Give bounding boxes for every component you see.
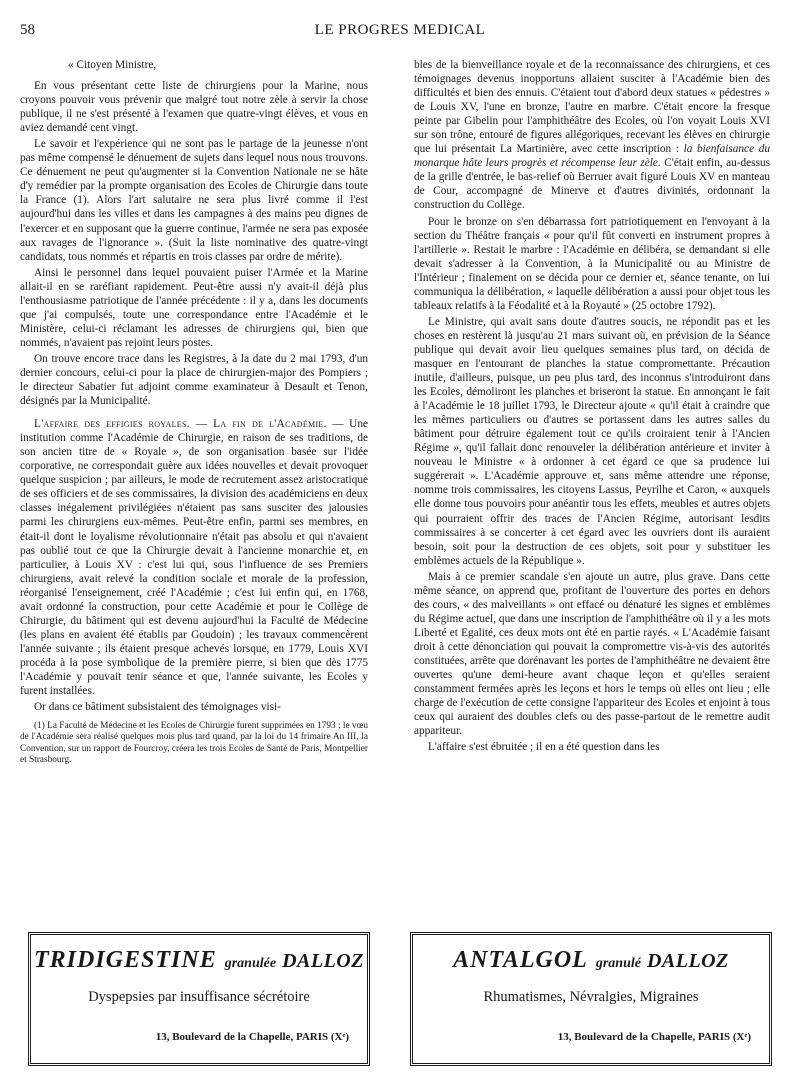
advertisement-tridigestine [28, 932, 370, 1066]
paragraph: Le Ministre, qui avait sans doute d'autres soucis, ne répondit pas et les choses en restèrent là jusqu'au 21 mars suivant où, en prévision de la Séance publique qui devait avoir lieu quelques semaines plus tard, on décida de masquer en l'entourant de planches la statue compromettante. Précaution inutile, d'ailleurs, puisque, un peu plus tard, des inconnus s'introduiront dans les Ecoles, démoliront les planches et briseront la statue. En annonçant le fait à l'Académie le 18 juillet 1793, le Directeur ajoute « qu'il était à craindre que les mêmes particuliers ou d'autres se portassent dans les autres salles du bâtiment pour détruire également tout ce qu'ils croiraient tenir à l'Ancien Régime », qu'il fallait donc renouveler la délibération antérieure et inviter à nouveau le Ministre « à ordonner à cet égard ce que sa prudence lui suggérerait ». L'Académie approuve et, sans même attendre une réponse, nomme trois commissaires, les citoyens Lassus, Peyrilhe et Caron, « auxquels elle donne tous pouvoirs pour anéantir tous les effets, meubles et autres objets qui pourraient offrir des traces de l'Ancien Régime, autorisant lesdits commissaires à se concerter à cet égard avec les ouvriers dont ils auraient besoin, soit pour la destruction de ces objets, soit pour y substituer les emblèmes actuels de la République ». [414, 315, 770, 567]
ad-address: 13, Boulevard de la Chapelle, PARIS (Xᵉ) [155, 1031, 349, 1043]
ad-maker: DALLOZ [646, 950, 729, 972]
page-header [20, 22, 780, 44]
journal-title: LE PROGRES MEDICAL [314, 22, 486, 38]
section-paragraph [20, 417, 368, 698]
paragraph: Pour le bronze on s'en débarrassa fort patriotiquement en l'envoyant à la section du Théâtre français « pour qu'il fût converti en instrument propres à l'artillerie ». Restait le marbre : l'Académie en délibéra, se demandant si elle devait s'adresser à la Convention, à la Municipalité ou au Ministre de l'Intérieur ; finalement on se décida pour ce dernier et, séance tenante, on lui communiqua la délibération, « laquelle délibération a aussi pour objet tous les tableaux relatifs à la Féodalité et à la Royauté » (25 octobre 1792). [414, 215, 770, 312]
paragraph [414, 58, 770, 213]
ad-brand: TRIDIGESTINE [34, 947, 217, 973]
ad-brand: ANTALGOL [453, 947, 588, 973]
paragraph: Le savoir et l'expérience qui ne sont pas le partage de la jeunesse n'ont pas même compensé le dénuement de sujets dans lequel nous nous trouvons. Ce dénuement ne peut qu'augmenter si la Convention Nationale ne se hâte d'y remédier par la prompte organisation des Ecoles de Chirurgie dans toute la France (1). Alors l'art salutaire ne sera plus livré comme il l'est aujourd'hui dans les villes et dans les campagnes à des mains peu dignes de l'exercer et en supposant que la guerre continue, l'armée ne sera pas exposée aux ravages de l'ignorance ». (Suit la liste nominative des quatre-vingt candidats, tous nommés et répartis en trois classes par ordre de mérite). [20, 138, 368, 263]
ad-form: granulée [224, 956, 277, 971]
left-column [20, 58, 368, 766]
paragraph-text: C'était enfin, au-dessus de la grille d'entrée, le bas-relief où Berruer avait figuré Louis XV en manteau de Cour, accompagné de Minerve et d'autres divinités, ordonnant la construction du Collège. [414, 157, 771, 212]
right-column [414, 58, 770, 754]
paragraph: Ainsi le personnel dans lequel pouvaient puiser l'Armée et la Marine allait-il en se raréfiant rapidement. Peut-être aussi n'y avait-il déjà plus l'enthousiasme patriotique de l'année précédente : il y a, dans les documents que j'ai compulsés, toute une correspondance entre l'Académie et le Ministère, celui-ci réclamant les adresses de chirurgiens qui, bien que nommés, n'avaient pas rejoint leurs postes. [20, 266, 368, 349]
inscription-quote: la bienfaisance du monarque hâte leurs progrès et récompense leur zèle. [414, 143, 770, 170]
footnote: (1) La Faculté de Médecine et les Ecoles de Chirurgie furent supprimées en 1793 ; le vœu de l'Académie sera réalisé quelques mois plus tard quand, par la loi du 14 frimaire An III, la Convention, sur un rapport de Fourcroy, créera les trois Ecoles de Santé de Paris, Montpellier et Strasbourg. [20, 721, 368, 765]
paragraph-text: bles de la bienveillance royale et de la reconnaissance des chirurgiens, et ces témoignages devenus inopportuns allaient susciter à l'Académie bien des difficultés et bien des ennuis. C'étaient tout d'abord deux statues « pédestres » de Louis XV, l'une en bronze, l'autre en marbre. C'était encore la fresque peinte par Gibelin pour l'amphithéâtre des Ecoles, où l'on voyait Louis XVI sur son trône, entouré de figures allégoriques, recevant les élèves en chirurgie que lui présentait La Martinière, avec cette inscription : [414, 59, 770, 156]
paragraph: L'affaire s'est ébruitée ; il en a été question dans les [428, 741, 660, 754]
paragraph: On trouve encore trace dans les Registres, à la date du 2 mai 1793, d'un dernier concours, celui-ci pour la place de chirurgien-major des Pompiers ; le directeur Sabatier fut adjoint comme examinateur à Desault et Tenon, désignés par la Municipalité. [20, 352, 368, 408]
ad-title [413, 947, 769, 974]
ad-title [31, 947, 367, 974]
advertisement-antalgol [410, 932, 772, 1066]
page-number: 58 [20, 22, 35, 38]
section-text: — Une institution comme l'Académie de Chirurgie, en raison de ses traditions, de son ancien titre de « Royale », de son organisation basée sur l'idée corporative, ne correspondait guère aux idées nouvelles et devait provoquer quelque suspicion ; par ailleurs, le mode de recrutement assez aristocratique de ses officiers et de ses commissaires, la division des académiciens en deux classes inégalement privilégiées n'étaient pas sans susciter des jalousies parmi les chirurgiens eux-mêmes. Peut-être enfin, parmi ses membres, en était-il dont le loyalisme révolutionnaire n'était pas absolu et qui n'avaient pas oublié tout ce que la Chirurgie devait à l'ancienne monarchie et, en particulier, à Louis XV : c'est lui qui, sous l'influence de ses Premiers chirurgiens, avait relevé la condition sociale et morale de la profession, réorganisé l'enseignement, créé l'Académie ; c'est lui enfin qui, en 1768, avait ordonné la construction, pour cette Académie et pour le Collège de Chirurgie, du bâtiment qui est devenu aujourd'hui la Faculté de Médecine (les plans en avaient été établis par Goudoin) ; les travaux commencèrent l'année suivante ; ils étaient presque achevés lorsque, en 1779, Louis XVI procéda à la pose symbolique de la première pierre, si bien que dès 1775 l'Académie y pouvait tenir séance et que, l'année suivante, les Ecoles y furent installées. [20, 418, 368, 698]
ad-tagline: Dyspepsies par insuffisance sécrétoire [88, 989, 310, 1005]
section-heading: L'affaire des effigies royales. — La fin de l'Académie. [34, 418, 327, 431]
ad-form: granulé [595, 956, 641, 971]
ad-maker: DALLOZ [282, 950, 364, 972]
salutation: « Citoyen Ministre, [68, 59, 157, 71]
paragraph: Or dans ce bâtiment subsistaient des témoignages visi- [34, 701, 281, 714]
ad-tagline: Rhumatismes, Névralgies, Migraines [483, 989, 699, 1005]
paragraph: Mais à ce premier scandale s'en ajoute un autre, plus grave. Dans cette même séance, on apprend que, profitant de l'ouverture des portes en dehors des cours, « des malveillants » ont effacé ou dénaturé les signes et emblèmes du Régime actuel, que dans une inscription de l'amphithéâtre où il y a les mots Liberté et Egalité, ces deux mots ont été en partie rayés. « L'Académie faisant droit à cette dénonciation qui pouvait la compromettre vis-à-vis des autorités constituées, arrête que dorénavant les portes de l'amphithéâtre ne devaient être ouvertes qu'une demi-heure avant chaque leçon et qu'elles seraient constamment fermées après les leçons et hors le temps où elles ont lieu ; elle charge de l'exécution de cette consigne l'appariteur des Ecoles et enjoint à tous ceux qui auraient des doubles clefs ou des passe-partout de le remettre audit appariteur. [414, 570, 770, 738]
ad-address: 13, Boulevard de la Chapelle, PARIS (Xᵉ) [557, 1031, 751, 1043]
paragraph: En vous présentant cette liste de chirurgiens pour la Marine, nous croyons pouvoir vous prévenir que malgré tout notre zèle à servir la chose publique, il ne s'est présenté à l'examen que quatre-vingt élèves, et vous en aviez demandé cent vingt. [20, 80, 368, 135]
